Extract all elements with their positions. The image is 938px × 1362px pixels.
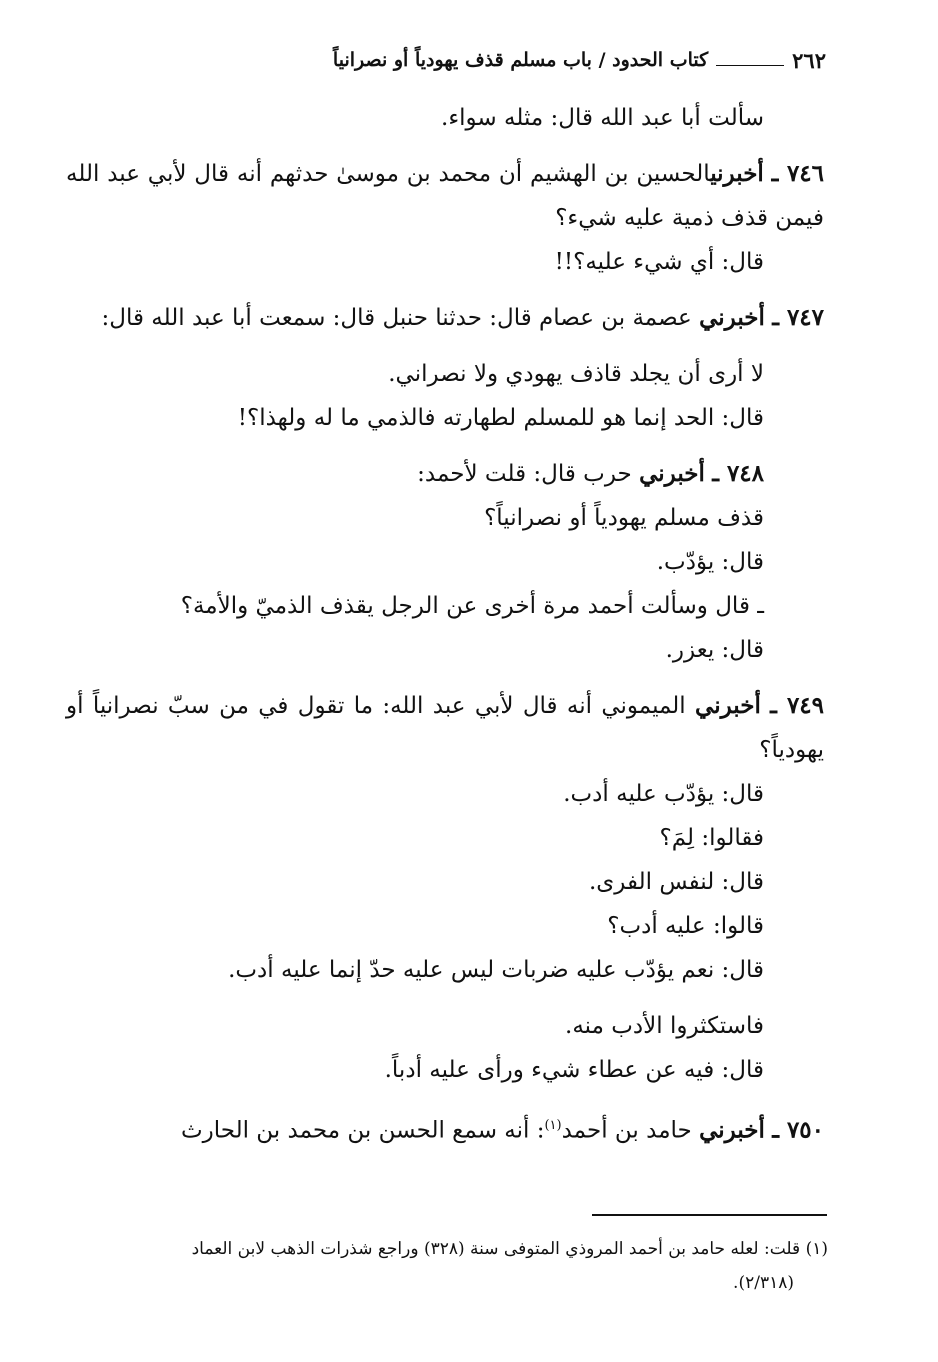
page-header <box>60 40 826 80</box>
hadith-keyword: أخبرني <box>639 460 705 487</box>
hadith-number: ٧٤٧ ـ <box>772 304 824 331</box>
text-line: قالوا: عليه أدب؟ <box>607 913 764 939</box>
text-line: قال: فيه عن عطاء شيء ورأى عليه أدباً. <box>384 1057 764 1083</box>
text-line: ـ قال وسألت أحمد مرة أخرى عن الرجل يقذف الذميّ والأمة؟ <box>180 593 764 619</box>
text-line: لا أرى أن يجلد قاذف يهودي ولا نصراني. <box>388 361 764 387</box>
main-text <box>66 96 824 1153</box>
footnote <box>70 1232 828 1300</box>
footnote-reference[interactable]: (١) <box>544 1118 562 1133</box>
hadith-748 <box>66 452 824 496</box>
hadith-text: حرب قال: قلت لأحمد: <box>417 461 632 487</box>
footnote-line <box>70 1266 828 1300</box>
hadith-number: ٧٤٨ ـ <box>712 460 764 487</box>
footnote-text: قلت: لعله حامد بن أحمد المروذي المتوفى سنة (٣٢٨) وراجع شذرات الذهب لابن العماد <box>191 1239 801 1259</box>
text-line: قال: الحد إنما هو للمسلم لطهارته فالذمي ما له ولهذا؟! <box>237 405 764 431</box>
header-rule <box>716 65 784 66</box>
hadith-number: ٧٥٠ ـ <box>772 1116 824 1144</box>
hadith-750 <box>66 1104 824 1153</box>
hadith-number: ٧٤٦ ـ <box>771 160 825 187</box>
footnote-text: (٢/٣١٨). <box>733 1273 794 1293</box>
text-line: فقالوا: لِمَ؟ <box>659 825 764 851</box>
text-line: سألت أبا عبد الله قال: مثله سواء. <box>441 105 764 131</box>
hadith-keyword: أخبرني <box>695 692 761 719</box>
text-line: قال: يعزر. <box>665 637 764 663</box>
hadith-746 <box>66 152 824 240</box>
footnote-separator <box>592 1214 827 1216</box>
hadith-text: : أنه سمع الحسن بن محمد بن الحارث <box>180 1117 545 1144</box>
text-line: فاستكثروا الأدب منه. <box>565 1013 764 1039</box>
hadith-keyword: أخبرني <box>699 304 765 331</box>
hadith-747 <box>66 296 824 340</box>
footnote-marker: (١) <box>805 1239 828 1259</box>
hadith-text: الميموني أنه قال لأبي عبد الله: ما تقول في من سبّ نصرانياً أو يهودياً؟ <box>66 693 824 763</box>
hadith-keyword: أخبرني <box>699 1116 765 1144</box>
footnote-line <box>70 1232 828 1266</box>
hadith-text: عصمة بن عصام قال: حدثنا حنبل قال: سمعت أبا عبد الله قال: <box>101 305 692 331</box>
hadith-749 <box>66 684 824 772</box>
text-line: قال: يؤدّب عليه أدب. <box>563 781 764 807</box>
hadith-text: الحسين بن الهشيم أن محمد بن موسىٰ حدثهم أنه قال لأبي عبد الله فيمن قذف ذمية عليه شيء؟ <box>66 161 824 231</box>
page-number: ٢٦٢ <box>792 47 826 73</box>
text-line: قال: نعم يؤدّب عليه ضربات ليس عليه حدّ إنما عليه أدب. <box>228 957 764 983</box>
hadith-number: ٧٤٩ ـ <box>770 692 824 719</box>
running-title: كتاب الحدود / باب مسلم قذف يهودياً أو نصرانياً <box>332 49 709 71</box>
hadith-keyword: أخبرني <box>710 160 764 187</box>
hadith-text: حامد بن أحمد <box>561 1117 692 1144</box>
text-line: قال: لنفس الفرى. <box>588 869 764 895</box>
text-line: قذف مسلم يهودياً أو نصرانياً؟ <box>484 505 764 531</box>
text-line: قال: أي شيء عليه؟!! <box>554 249 764 275</box>
text-line: قال: يؤدّب. <box>656 549 764 575</box>
